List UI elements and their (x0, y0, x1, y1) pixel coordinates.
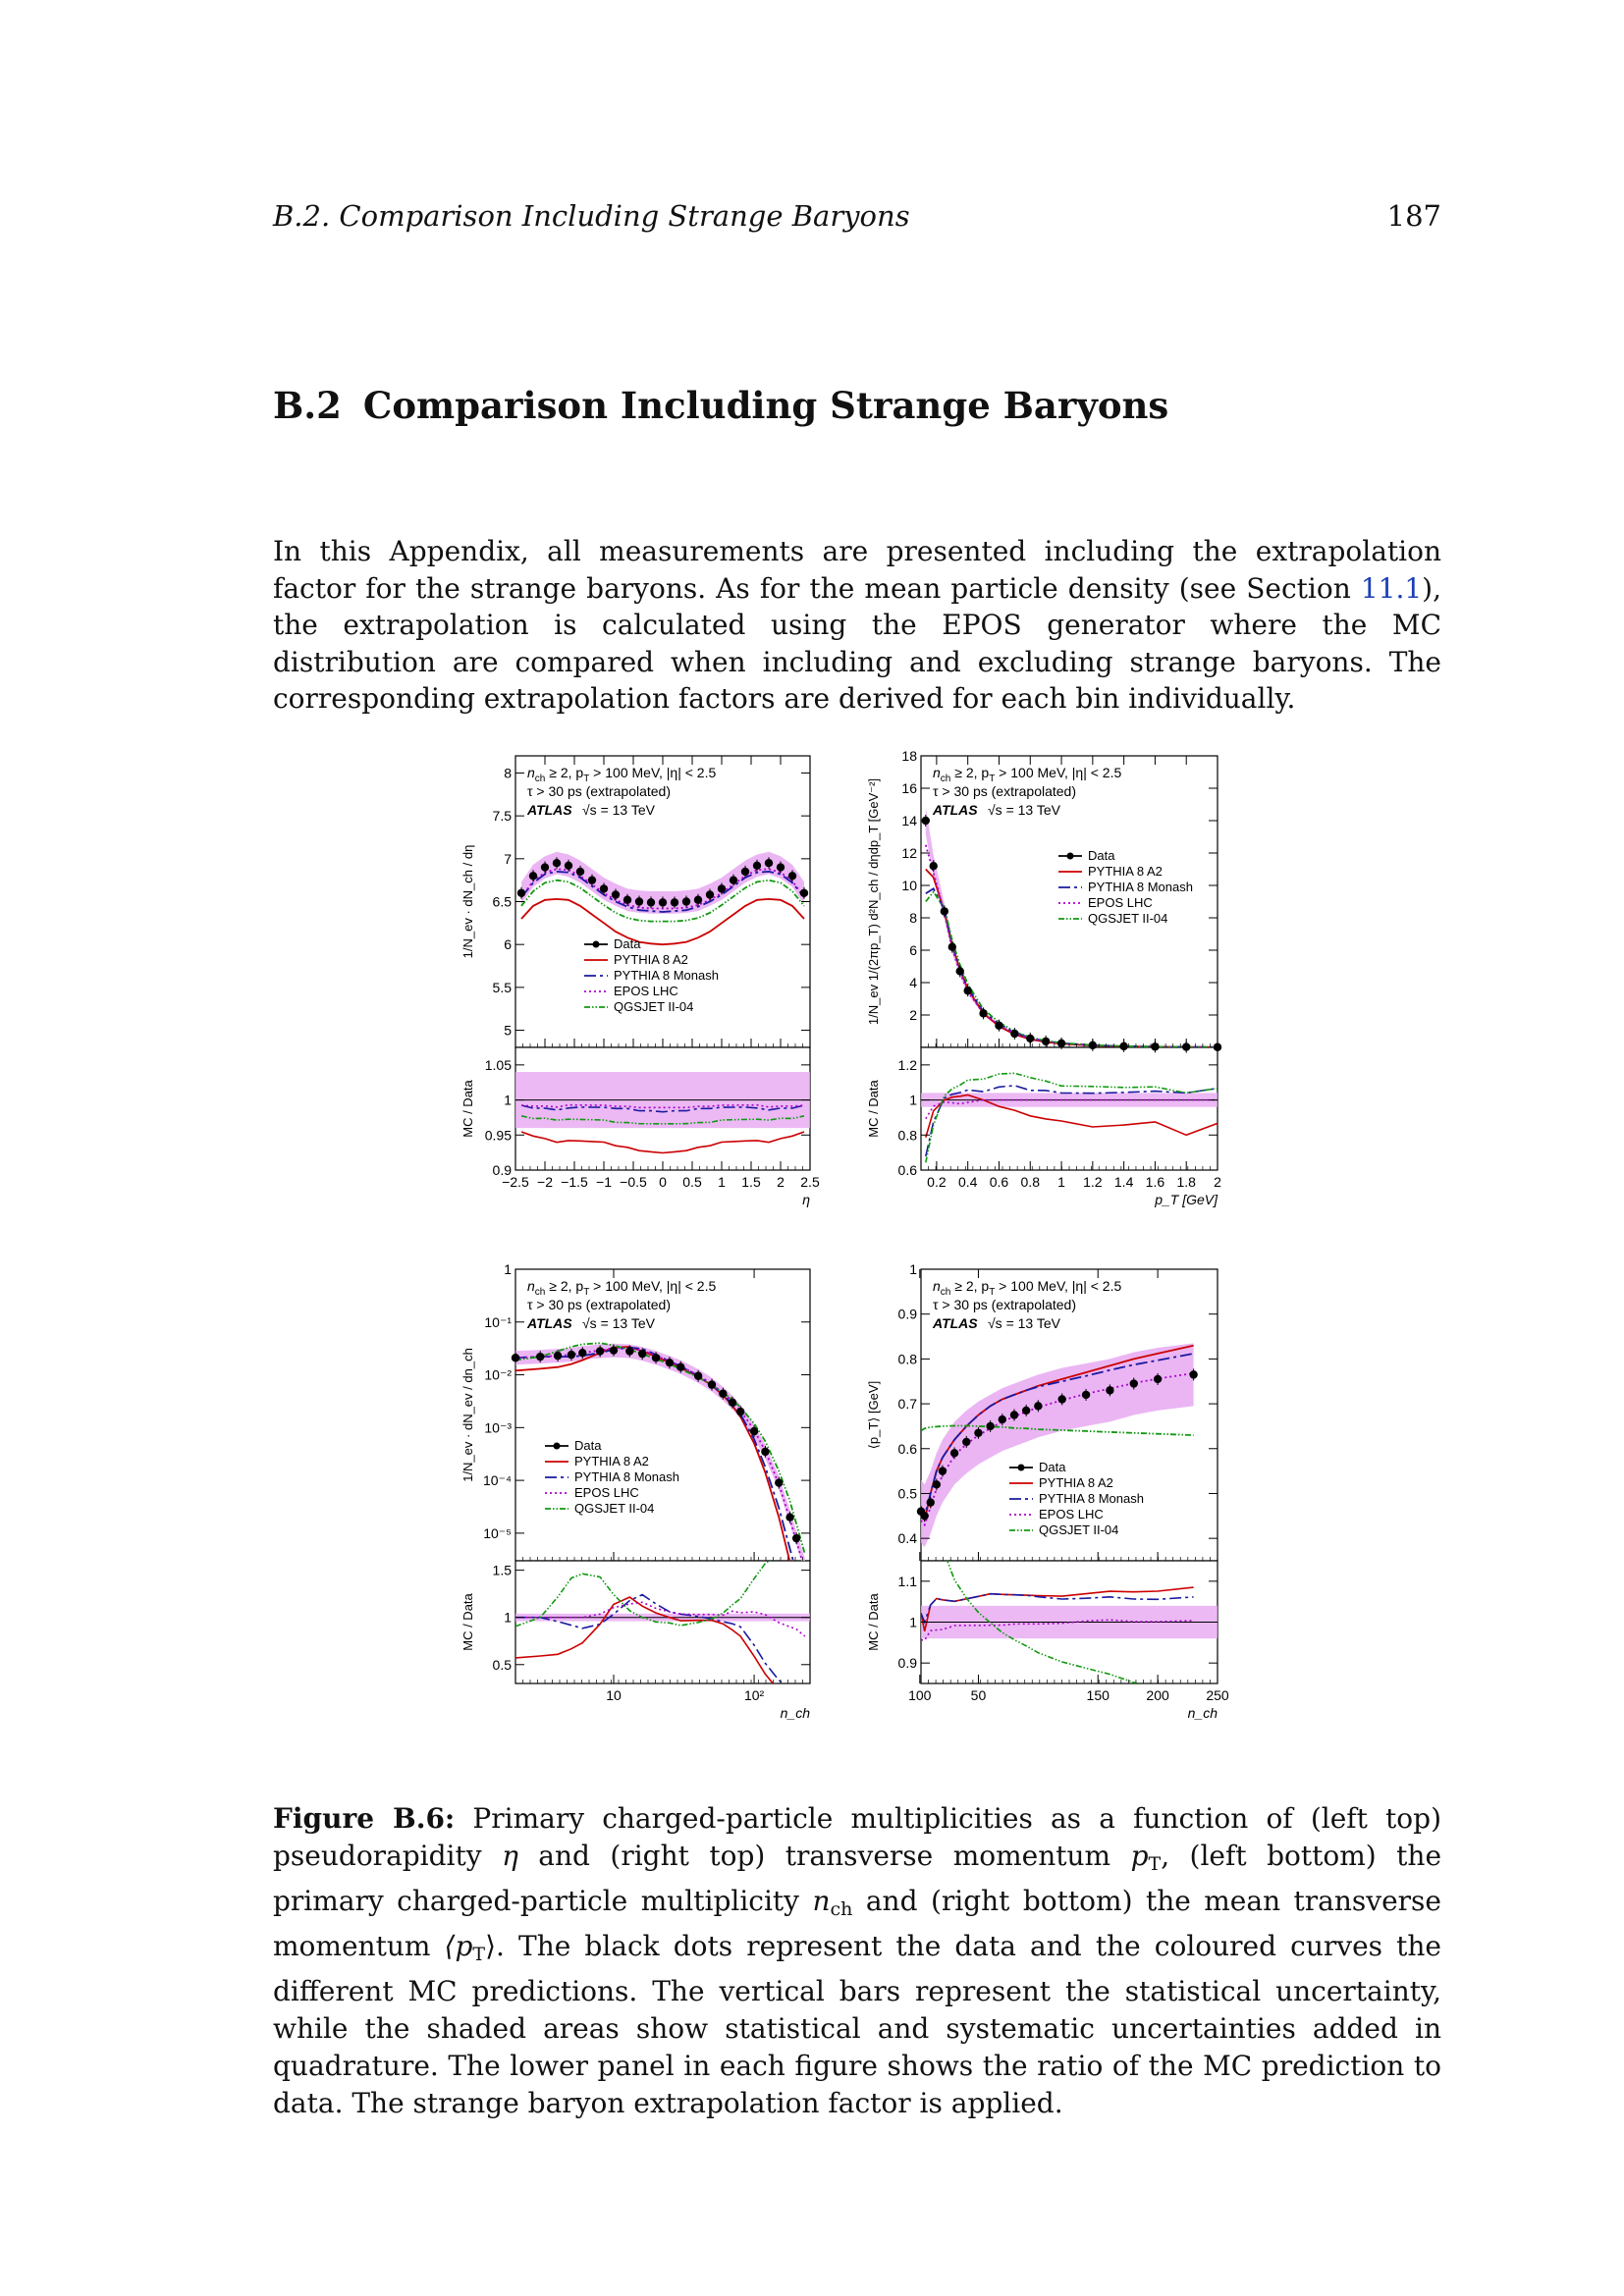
data-point (986, 1422, 994, 1430)
data-point (775, 1478, 783, 1486)
data-point (610, 1346, 618, 1354)
x-tick-label: 0.8 (1020, 1174, 1040, 1190)
legend-label: Data (614, 936, 641, 951)
x-tick-label: 1.4 (1113, 1174, 1134, 1190)
y-tick-label: 14 (901, 813, 917, 828)
ratio-frame (921, 1047, 1218, 1170)
x-tick-label: 100 (908, 1687, 932, 1703)
legend-label: PYTHIA 8 Monash (1088, 880, 1193, 894)
data-point (1042, 1038, 1050, 1045)
x-tick-label: −1.5 (561, 1174, 588, 1190)
data-point (761, 1448, 769, 1456)
ratio-y-tick-label: 1 (504, 1609, 512, 1626)
x-tick-label: 1.8 (1176, 1174, 1196, 1190)
y-tick-label: 10⁻⁴ (483, 1472, 512, 1489)
data-point (995, 1022, 1002, 1030)
data-point (800, 889, 808, 897)
data-point (623, 896, 631, 904)
caption-eta: η (502, 1840, 518, 1872)
x-tick-label: 0.2 (927, 1174, 947, 1190)
x-tick-label: 200 (1146, 1687, 1169, 1703)
data-point (652, 1354, 660, 1362)
cut-text-part: n (527, 765, 535, 780)
cut-text-part: ch (940, 1287, 951, 1298)
y-tick-label: 6 (909, 942, 917, 958)
cut-text-part: ≥ 2, p (545, 765, 584, 780)
caption-text-4: and (right bottom) the mean transverse momentum (273, 1885, 1441, 1962)
data-point (785, 1513, 793, 1521)
x-tick-label: 0.6 (989, 1174, 1009, 1190)
x-tick-label: 0 (659, 1174, 667, 1190)
legend-marker (1067, 853, 1074, 860)
x-tick-label: 2 (1214, 1174, 1221, 1190)
y-tick-label: 0.9 (897, 1306, 917, 1322)
ratio-y-tick-label: 0.95 (484, 1127, 512, 1144)
y-axis-label: 1/N_ev 1/(2πp_T) d²N_ch / dηdp_T [GeV⁻²] (866, 777, 881, 1026)
legend-label: QGSJET II-04 (1088, 911, 1168, 926)
page-number: 187 (1386, 199, 1441, 233)
para-text-1: In this Appendix, all measurements are presented including the extrapolation factor for the strange baryons. As for the mean particle density (see Section (273, 535, 1441, 605)
cut-text-part: n (527, 1278, 535, 1294)
x-tick-label: 1 (718, 1174, 726, 1190)
legend-label: PYTHIA 8 A2 (1088, 864, 1163, 879)
cut-text-part: > 100 MeV, |η| < 2.5 (589, 765, 717, 780)
running-head (273, 199, 1441, 239)
cut-text-part: T (583, 774, 590, 784)
panel-left-bottom (460, 1261, 810, 1721)
x-tick-label: −2 (537, 1174, 553, 1190)
data-point (706, 890, 714, 898)
data-point (974, 1429, 982, 1437)
legend-marker (593, 941, 600, 948)
main-frame (921, 756, 1218, 1047)
x-tick-label: 1.5 (741, 1174, 761, 1190)
data-point (638, 1350, 646, 1358)
cut-text-2: τ > 30 ps (extrapolated) (933, 1297, 1077, 1312)
figure-b6 (452, 746, 1257, 1779)
data-point (730, 876, 737, 883)
data-point (1130, 1379, 1138, 1387)
y-tick-label: 8 (909, 910, 917, 926)
section-number: B.2 (273, 384, 342, 427)
energy-label: √s = 13 TeV (988, 1315, 1060, 1331)
legend-label: PYTHIA 8 A2 (614, 952, 688, 967)
data-point (950, 1449, 958, 1457)
data-point (962, 1438, 970, 1446)
y-tick-label: 10⁻² (484, 1366, 512, 1383)
caption-text-5: . The black dots represent the data and the coloured curves the different MC predictions. The vertical bars represent the statistical uncertainty, while the shaded areas show statistical and systematic uncertainties added in quadrature. The lower panel in each figure shows the ratio of the MC prediction to data. The strange baryon extrapolation factor is applied. (273, 1930, 1441, 2119)
x-axis-label: n_ch (1187, 1705, 1218, 1721)
ratio-y-tick-label: 0.6 (897, 1162, 917, 1178)
ratio-y-tick-label: 0.5 (492, 1656, 512, 1673)
cut-text-part: n (933, 765, 941, 780)
data-point (792, 1534, 800, 1542)
ratio-y-tick-label: 1.5 (492, 1562, 512, 1578)
legend-label: PYTHIA 8 Monash (614, 968, 719, 983)
x-tick-label: 1.2 (1083, 1174, 1103, 1190)
data-point (920, 1512, 928, 1520)
x-tick-label: 0.4 (957, 1174, 978, 1190)
y-tick-label: 8 (504, 765, 512, 781)
data-point (529, 872, 537, 880)
data-point (666, 1359, 674, 1366)
ratio-y-axis-label: MC / Data (460, 1593, 475, 1651)
data-point (576, 868, 584, 876)
data-point (939, 1467, 947, 1474)
caption-pt: p (1130, 1840, 1149, 1872)
y-tick-label: 7.5 (492, 808, 512, 825)
y-axis-label: 1/N_ev · dN_ch / dη (460, 844, 475, 959)
data-point (677, 1362, 684, 1370)
x-tick-label: 10 (606, 1687, 622, 1703)
data-point (933, 1480, 941, 1488)
data-point (588, 876, 596, 883)
cut-text-part: T (583, 1287, 590, 1298)
panel-left-top (460, 756, 820, 1207)
ratio-y-tick-label: 1 (909, 1092, 917, 1108)
atlas-label: ATLAS (933, 802, 978, 818)
ratio-y-tick-label: 0.9 (897, 1655, 917, 1672)
ratio-y-axis-label: MC / Data (866, 1080, 881, 1138)
section-title-text: Comparison Including Strange Baryons (362, 384, 1169, 427)
y-tick-label: 7 (504, 850, 512, 867)
data-point (541, 863, 549, 871)
y-axis-label: 1/N_ev · dN_ev / dn_ch (460, 1348, 475, 1482)
data-point (729, 1398, 736, 1406)
y-tick-label: 10⁻³ (484, 1419, 512, 1436)
cut-text-2: τ > 30 ps (extrapolated) (527, 783, 672, 799)
y-tick-label: 0.5 (897, 1485, 917, 1502)
x-tick-label: 0.5 (682, 1174, 702, 1190)
y-tick-label: 4 (909, 975, 917, 990)
data-point (512, 1354, 519, 1362)
data-point (1010, 1030, 1018, 1038)
cut-text-part: ≥ 2, p (950, 1278, 990, 1294)
data-point (788, 872, 796, 880)
legend-label: Data (574, 1438, 602, 1453)
panel-right-bottom (866, 1261, 1229, 1721)
data-point (1022, 1407, 1030, 1415)
data-point (736, 1408, 744, 1415)
energy-label: √s = 13 TeV (582, 802, 655, 818)
legend-label: EPOS LHC (574, 1485, 639, 1500)
ratio-y-tick-label: 0.8 (897, 1127, 917, 1144)
legend-label: EPOS LHC (1088, 895, 1153, 910)
data-point (708, 1380, 716, 1388)
ratio-y-tick-label: 1.2 (897, 1056, 917, 1073)
atlas-label: ATLAS (527, 1315, 572, 1331)
section-heading (273, 384, 1168, 427)
data-point (765, 859, 773, 867)
y-tick-label: 2 (909, 1007, 917, 1023)
data-point (694, 1372, 702, 1380)
y-tick-label: 18 (901, 748, 917, 764)
data-point (659, 898, 667, 906)
y-tick-label: 10 (901, 878, 917, 893)
cut-text-2: τ > 30 ps (extrapolated) (933, 783, 1077, 799)
x-axis-label: p_T [GeV] (1155, 1192, 1218, 1207)
y-tick-label: 0.8 (897, 1351, 917, 1367)
caption-nch: n (812, 1885, 831, 1917)
legend-label: QGSJET II-04 (1039, 1522, 1119, 1537)
ratio-y-tick-label: 0.9 (492, 1162, 512, 1178)
ratio-y-axis-label: MC / Data (866, 1593, 881, 1651)
y-tick-label: 1 (504, 1261, 512, 1277)
caption-text-3: , (left bottom) the primary charged-particle multiplicity (273, 1840, 1442, 1917)
running-head-section: B.2. Comparison Including Strange Baryons (273, 199, 910, 233)
legend-marker (554, 1443, 561, 1450)
cut-text-part: T (989, 774, 996, 784)
data-point (750, 1427, 758, 1435)
caption-mean-pt-sub: T (472, 1944, 486, 1965)
legend-label: Data (1039, 1460, 1066, 1474)
x-tick-label: 1 (1057, 1174, 1065, 1190)
ratio-y-tick-label: 1.1 (897, 1573, 917, 1589)
data-point (625, 1347, 633, 1355)
energy-label: √s = 13 TeV (582, 1315, 655, 1331)
cut-text-part: ch (534, 774, 546, 784)
data-point (1034, 1402, 1042, 1410)
x-tick-label: 2.5 (800, 1174, 820, 1190)
cut-text-part: ≥ 2, p (950, 765, 990, 780)
x-tick-label: −1 (596, 1174, 612, 1190)
data-point (635, 897, 643, 905)
x-tick-label: 50 (970, 1687, 987, 1703)
energy-label: √s = 13 TeV (988, 802, 1060, 818)
data-point (647, 898, 655, 906)
cut-text-part: > 100 MeV, |η| < 2.5 (995, 1278, 1122, 1294)
legend-label: PYTHIA 8 Monash (574, 1469, 679, 1484)
x-tick-label: 10² (743, 1687, 765, 1703)
caption-nch-sub: ch (830, 1898, 853, 1920)
data-point (930, 862, 938, 870)
y-tick-label: 0.7 (897, 1396, 917, 1413)
data-point (956, 967, 964, 975)
data-point (517, 889, 525, 897)
y-tick-label: 12 (901, 845, 917, 861)
legend-label: PYTHIA 8 A2 (1039, 1475, 1113, 1490)
cut-text-2: τ > 30 ps (extrapolated) (527, 1297, 672, 1312)
data-point (719, 1390, 727, 1398)
data-point (1106, 1386, 1113, 1394)
y-tick-label: 5.5 (492, 979, 512, 995)
cut-text-part: ch (940, 774, 951, 784)
legend-label: PYTHIA 8 Monash (1039, 1491, 1144, 1506)
section-ref-link[interactable]: 11.1 (1360, 571, 1423, 605)
figure-caption (273, 1800, 1441, 2122)
x-tick-label: 1.6 (1145, 1174, 1165, 1190)
figure-svg (452, 746, 1257, 1779)
cut-text-part: > 100 MeV, |η| < 2.5 (589, 1278, 717, 1294)
data-point (1082, 1391, 1090, 1399)
legend-label: QGSJET II-04 (614, 999, 694, 1014)
cut-text-part: T (989, 1287, 996, 1298)
x-axis-label: η (802, 1192, 810, 1207)
ratio-y-tick-label: 1 (504, 1092, 512, 1108)
x-tick-label: 250 (1206, 1687, 1229, 1703)
data-point (600, 884, 608, 892)
legend-label: Data (1088, 848, 1115, 863)
data-point (1189, 1370, 1197, 1378)
data-point (948, 943, 956, 951)
caption-mean-pt-close: ⟩ (485, 1930, 496, 1962)
y-axis-label: ⟨p_T⟩ [GeV] (866, 1380, 881, 1450)
data-point (565, 862, 572, 870)
data-point (777, 863, 785, 871)
caption-text-1: Primary charged-particle multiplicities as a function of (left top) pseudorapidity (273, 1802, 1442, 1872)
data-point (568, 1351, 575, 1359)
legend-label: EPOS LHC (1039, 1507, 1104, 1522)
cut-text-part: ≥ 2, p (545, 1278, 584, 1294)
legend-label: EPOS LHC (614, 984, 678, 998)
ratio-y-tick-label: 1 (909, 1614, 917, 1630)
x-axis-label: n_ch (780, 1705, 810, 1721)
x-tick-label: 2 (777, 1174, 785, 1190)
atlas-label: ATLAS (933, 1315, 978, 1331)
data-point (682, 897, 690, 905)
data-point (1010, 1411, 1018, 1418)
caption-mean-pt: ⟨p (444, 1930, 473, 1962)
cut-text-part: > 100 MeV, |η| < 2.5 (995, 765, 1122, 780)
data-point (718, 884, 726, 892)
y-tick-label: 16 (901, 780, 917, 796)
data-point (1154, 1375, 1162, 1383)
data-point (927, 1498, 935, 1506)
cut-text-part: n (933, 1278, 941, 1294)
data-point (553, 859, 561, 867)
x-tick-label: 150 (1086, 1687, 1110, 1703)
data-point (999, 1415, 1006, 1423)
caption-label: Figure B.6: (273, 1802, 456, 1835)
legend-marker (1018, 1465, 1025, 1471)
y-tick-label: 0.4 (897, 1530, 917, 1547)
data-point (753, 862, 761, 870)
y-tick-label: 6 (504, 936, 512, 953)
caption-text-2: and (right top) transverse momentum (517, 1840, 1131, 1872)
atlas-label: ATLAS (527, 802, 572, 818)
data-point (536, 1353, 544, 1361)
data-point (694, 896, 702, 904)
data-point (671, 898, 678, 906)
cut-text-part: ch (534, 1287, 546, 1298)
y-tick-label: 10⁻¹ (484, 1313, 512, 1330)
ratio-y-axis-label: MC / Data (460, 1080, 475, 1138)
x-tick-label: −2.5 (502, 1174, 529, 1190)
para-text-2: ), the extrapolation is calculated using the EPOS generator where the MC distribution are compared when including and excluding strange baryons. The corresponding extrapolation factors are derived for each bin individually. (273, 571, 1441, 715)
main-frame (515, 1269, 810, 1561)
y-tick-label: 6.5 (492, 893, 512, 910)
panel-right-top (866, 748, 1221, 1207)
body-paragraph (273, 533, 1441, 718)
caption-pt-sub: T (1148, 1853, 1162, 1875)
y-tick-label: 0.6 (897, 1440, 917, 1457)
legend-label: PYTHIA 8 A2 (574, 1454, 649, 1468)
data-point (941, 907, 948, 915)
y-tick-label: 5 (504, 1022, 512, 1039)
data-point (596, 1347, 604, 1355)
y-tick-label: 1 (909, 1261, 917, 1277)
data-point (612, 890, 620, 898)
data-point (578, 1349, 586, 1357)
legend-label: QGSJET II-04 (574, 1501, 655, 1516)
ratio-y-tick-label: 1.05 (484, 1056, 512, 1073)
data-point (741, 868, 749, 876)
y-tick-label: 10⁻⁵ (483, 1524, 512, 1541)
x-tick-label: −0.5 (620, 1174, 647, 1190)
data-point (979, 1009, 987, 1017)
data-point (1057, 1395, 1065, 1403)
data-point (554, 1352, 562, 1360)
data-point (963, 987, 971, 994)
